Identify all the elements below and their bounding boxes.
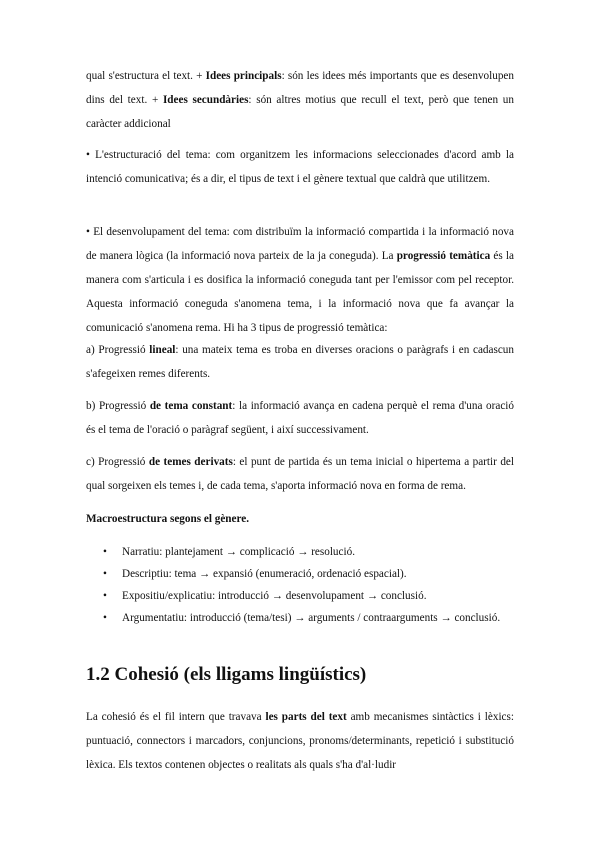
text-run: La cohesió és el fil intern que travava — [86, 711, 266, 723]
paragraph-progression-a — [86, 338, 514, 386]
list-item — [86, 585, 514, 607]
bullet-icon: • — [103, 568, 107, 580]
text-run: a) Progressió — [86, 344, 150, 356]
list-item — [86, 563, 514, 585]
list-item-text: Argumentatiu: introducció (tema/tesi) → arguments / contraarguments → conclusió. — [122, 612, 501, 624]
bold-term-thematic-progression: progressió temàtica — [396, 250, 491, 262]
bold-term-linear: lineal — [149, 344, 176, 356]
genre-list — [86, 541, 514, 629]
list-item-text: Expositiu/explicatiu: introducció → desenvolupament → conclusió. — [122, 590, 427, 602]
paragraph-cohesion — [86, 705, 514, 777]
paragraph-structure: • L'estructuració del tema: com organitzem les informacions seleccionades d'acord amb la intenció comunicativa; és a dir, el tipus de text i el gènere textual que caldrà que utilitzem. — [86, 149, 514, 185]
bullet-icon: • — [103, 546, 107, 558]
text-run: amb mecanismes sintàctics i lèxics: puntuació, connectors i marcadors, conjuncions, pronoms/determinants, repetició i substitució lèxica. Els textos contenen objectes o realitats als quals s'ha d'al·ludir — [86, 711, 514, 771]
paragraph-progression-c — [86, 450, 514, 498]
text-run: c) Progressió — [86, 456, 149, 468]
text-run: b) Progressió — [86, 400, 150, 412]
section-heading: 1.2 Cohesió (els lligams lingüístics) — [86, 664, 367, 685]
text-run: : una mateix tema es troba en diverses oracions o paràgrafs i en cadascun s'afegeixen remes diferents. — [86, 344, 514, 380]
bold-term-secondary-ideas: Idees secundàries — [162, 94, 249, 106]
text-run: : el punt de partida és un tema inicial o hipertema a partir del qual sorgeixen els temes i, de cada tema, s'aporta informació nova en forma de rema. — [86, 456, 514, 492]
subheading-text: Macroestructura segons el gènere. — [86, 513, 249, 525]
subheading-macrostructure — [86, 507, 514, 531]
list-item — [86, 541, 514, 563]
bold-term-main-ideas: Idees principals — [205, 70, 282, 82]
list-item-text: Narratiu: plantejament → complicació → resolució. — [122, 546, 355, 558]
text-run: : la informació avança en cadena perquè el rema d'una oració és el tema de l'oració o paràgraf següent, i així successivament. — [86, 400, 515, 436]
bold-term-derived: de temes derivats — [148, 456, 233, 468]
bold-term-text-parts: les parts del text — [265, 711, 347, 723]
paragraph-progression-b — [86, 394, 514, 442]
bullet-icon: • — [103, 590, 107, 602]
paragraph-ideas — [86, 64, 514, 136]
text-run: : són altres motius que recull el text, però que tenen un caràcter addicional — [86, 94, 514, 130]
text-run: : són les idees més importants que es desenvolupen dins del text. + — [86, 70, 514, 106]
text-run: qual s'estructura el text. + — [86, 70, 206, 82]
paragraph-development — [86, 220, 514, 340]
text-run: • El desenvolupament del tema: com distribuïm la informació compartida i la informació nova de manera lògica (la informació nova parteix de la ja coneguda). La — [86, 226, 514, 262]
list-item-text: Descriptiu: tema → expansió (enumeració, ordenació espacial). — [122, 568, 407, 580]
bullet-icon: • — [103, 612, 107, 624]
bold-term-constant: de tema constant — [149, 400, 233, 412]
list-item — [86, 607, 514, 629]
text-run: és la manera com s'articula i es dosifica la informació coneguda tant per l'emissor com pel receptor. Aquesta informació coneguda s'anomena tema, i la informació nova que fa avançar la comunicació s'anomena rema. Hi ha 3 tipus de progressió temàtica: — [86, 250, 514, 334]
